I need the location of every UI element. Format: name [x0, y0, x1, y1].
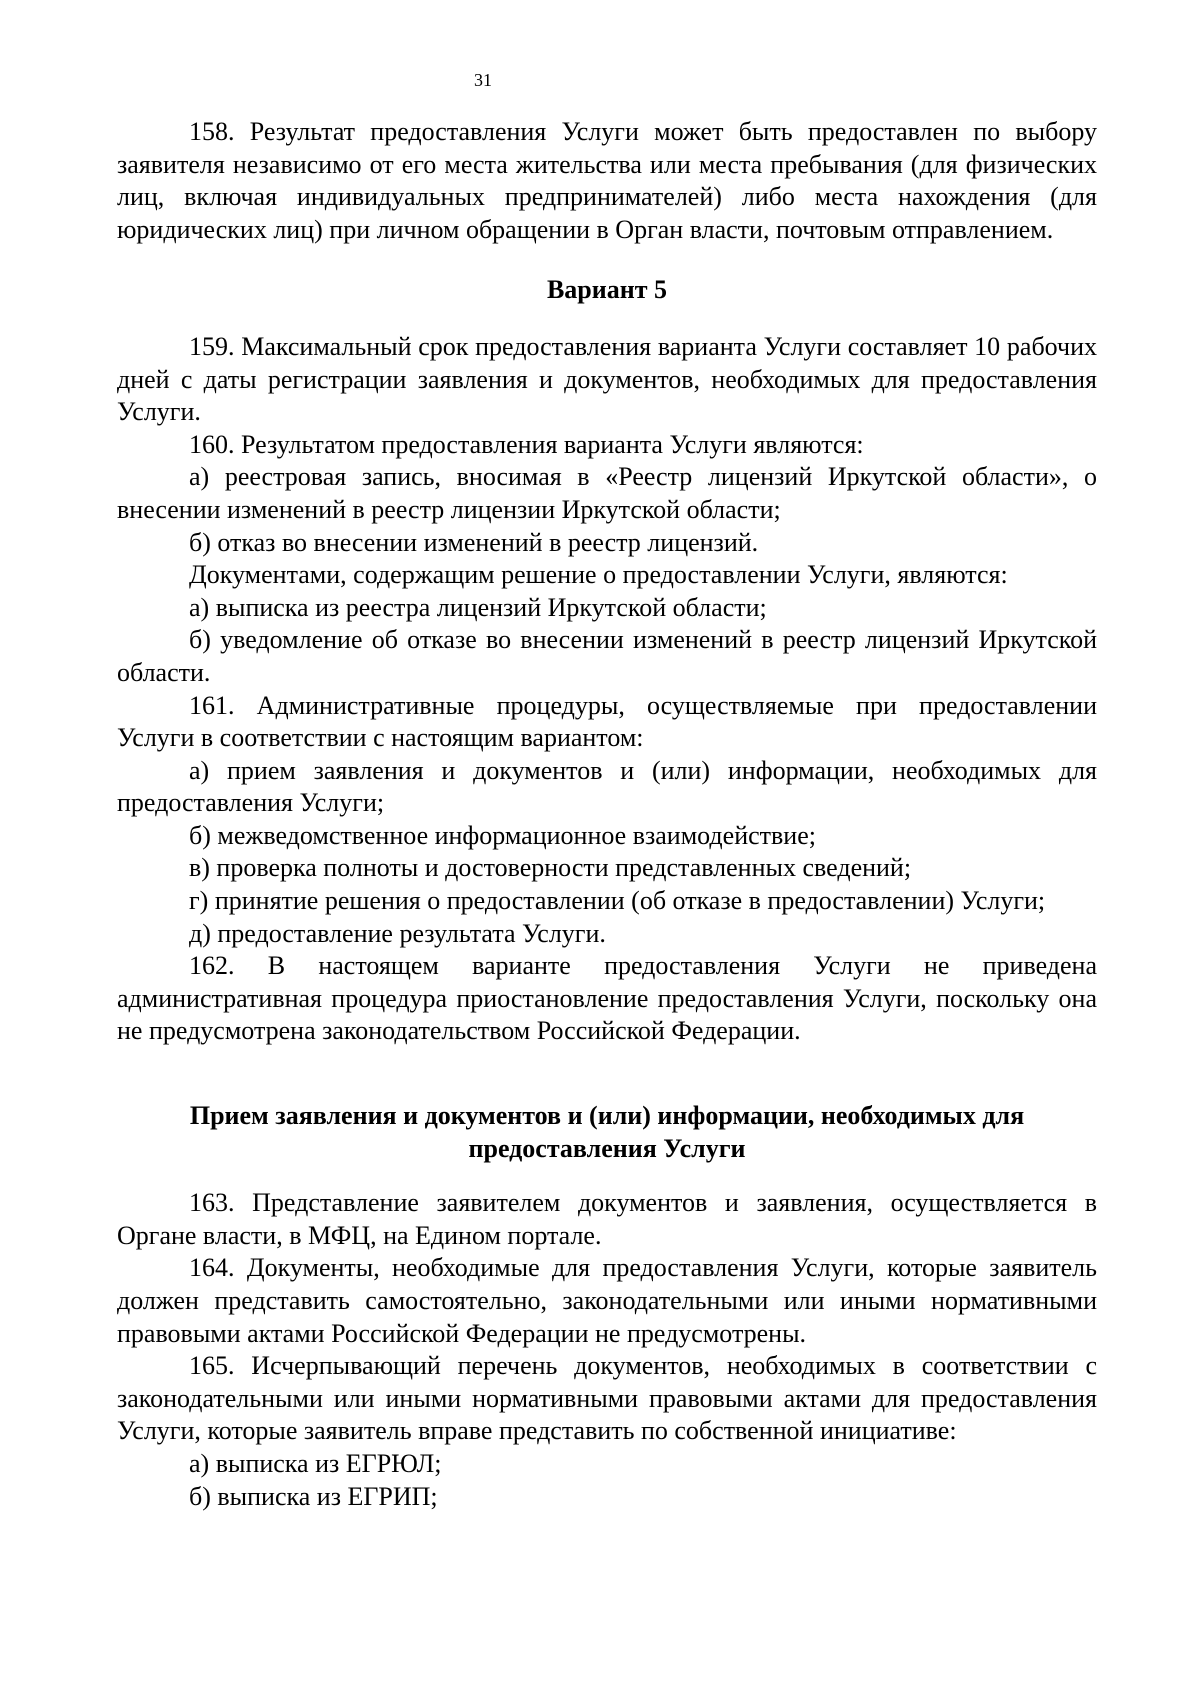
- paragraph-161: 161. Административные процедуры, осуществляемые при предоставлении Услуги в соответствии с настоящим вариантом:: [117, 690, 1097, 753]
- heading-variant-5: Вариант 5: [546, 275, 668, 305]
- page-number: 31: [474, 70, 492, 90]
- heading-reception: [117, 1100, 1097, 1165]
- list-item: а) прием заявления и документов и (или) информации, необходимых для предоставления Услуги;: [117, 755, 1097, 818]
- list-item: а) выписка из ЕГРЮЛ;: [189, 1448, 442, 1478]
- paragraph-162: 162. В настоящем варианте предоставления Услуги не приведена административная процедура приостановление предоставления Услуги, поскольку она не предусмотрена законодательством Российской Федерации.: [117, 951, 1097, 1046]
- paragraph-160: 160. Результатом предоставления варианта Услуги являются:: [189, 429, 864, 459]
- paragraph-165: 165. Исчерпывающий перечень документов, необходимых в соответствии с законодательными или иными нормативными правовыми актами для предоставления Услуги, которые заявитель вправе представить по собственной инициативе:: [117, 1351, 1097, 1446]
- heading-reception-line-1: Прием заявления и документов и (или) информации, необходимых для: [189, 1101, 1025, 1131]
- paragraph-164: 164. Документы, необходимые для предоставления Услуги, которые заявитель должен представить самостоятельно, законодательными или иными нормативными правовыми актами Российской Федерации не предусмотрены.: [117, 1253, 1097, 1348]
- document-body: [117, 116, 1097, 1513]
- list-item: б) отказ во внесении изменений в реестр лицензий.: [189, 527, 759, 557]
- paragraph-158: 158. Результат предоставления Услуги может быть предоставлен по выбору заявителя независимо от его места жительства или места пребывания (для физических лиц, включая индивидуальных предпринимателей) либо места нахождения (для юридических лиц) при личном обращении в Орган власти, почтовым отправлением.: [117, 117, 1097, 244]
- list-item: а) реестровая запись, вносимая в «Реестр лицензий Иркутской области», о внесении изменений в реестр лицензии Иркутской области;: [117, 462, 1097, 524]
- variant-section: [117, 331, 1097, 1048]
- list-item: б) уведомление об отказе во внесении изменений в реестр лицензий Иркутской области.: [117, 625, 1097, 687]
- heading-reception-line-2: предоставления Услуги: [468, 1133, 746, 1163]
- list-item: б) выписка из ЕГРИП;: [189, 1481, 438, 1511]
- reception-section: [117, 1187, 1097, 1513]
- list-item: б) межведомственное информационное взаимодействие;: [189, 820, 816, 850]
- list-item: г) принятие решения о предоставлении (об отказе в предоставлении) Услуги;: [189, 886, 1046, 916]
- paragraph-163: 163. Представление заявителем документов и заявления, осуществляется в Органе власти, в МФЦ, на Едином портале.: [117, 1188, 1097, 1250]
- list-item: д) предоставление результата Услуги.: [189, 918, 606, 948]
- list-item: а) выписка из реестра лицензий Иркутской области;: [189, 592, 767, 622]
- paragraph-documents: Документами, содержащим решение о предоставлении Услуги, являются:: [189, 560, 1008, 590]
- list-item: в) проверка полноты и достоверности представленных сведений;: [189, 853, 912, 883]
- paragraph-159: 159. Максимальный срок предоставления варианта Услуги составляет 10 рабочих дней с даты регистрации заявления и документов, необходимых для предоставления Услуги.: [117, 331, 1097, 427]
